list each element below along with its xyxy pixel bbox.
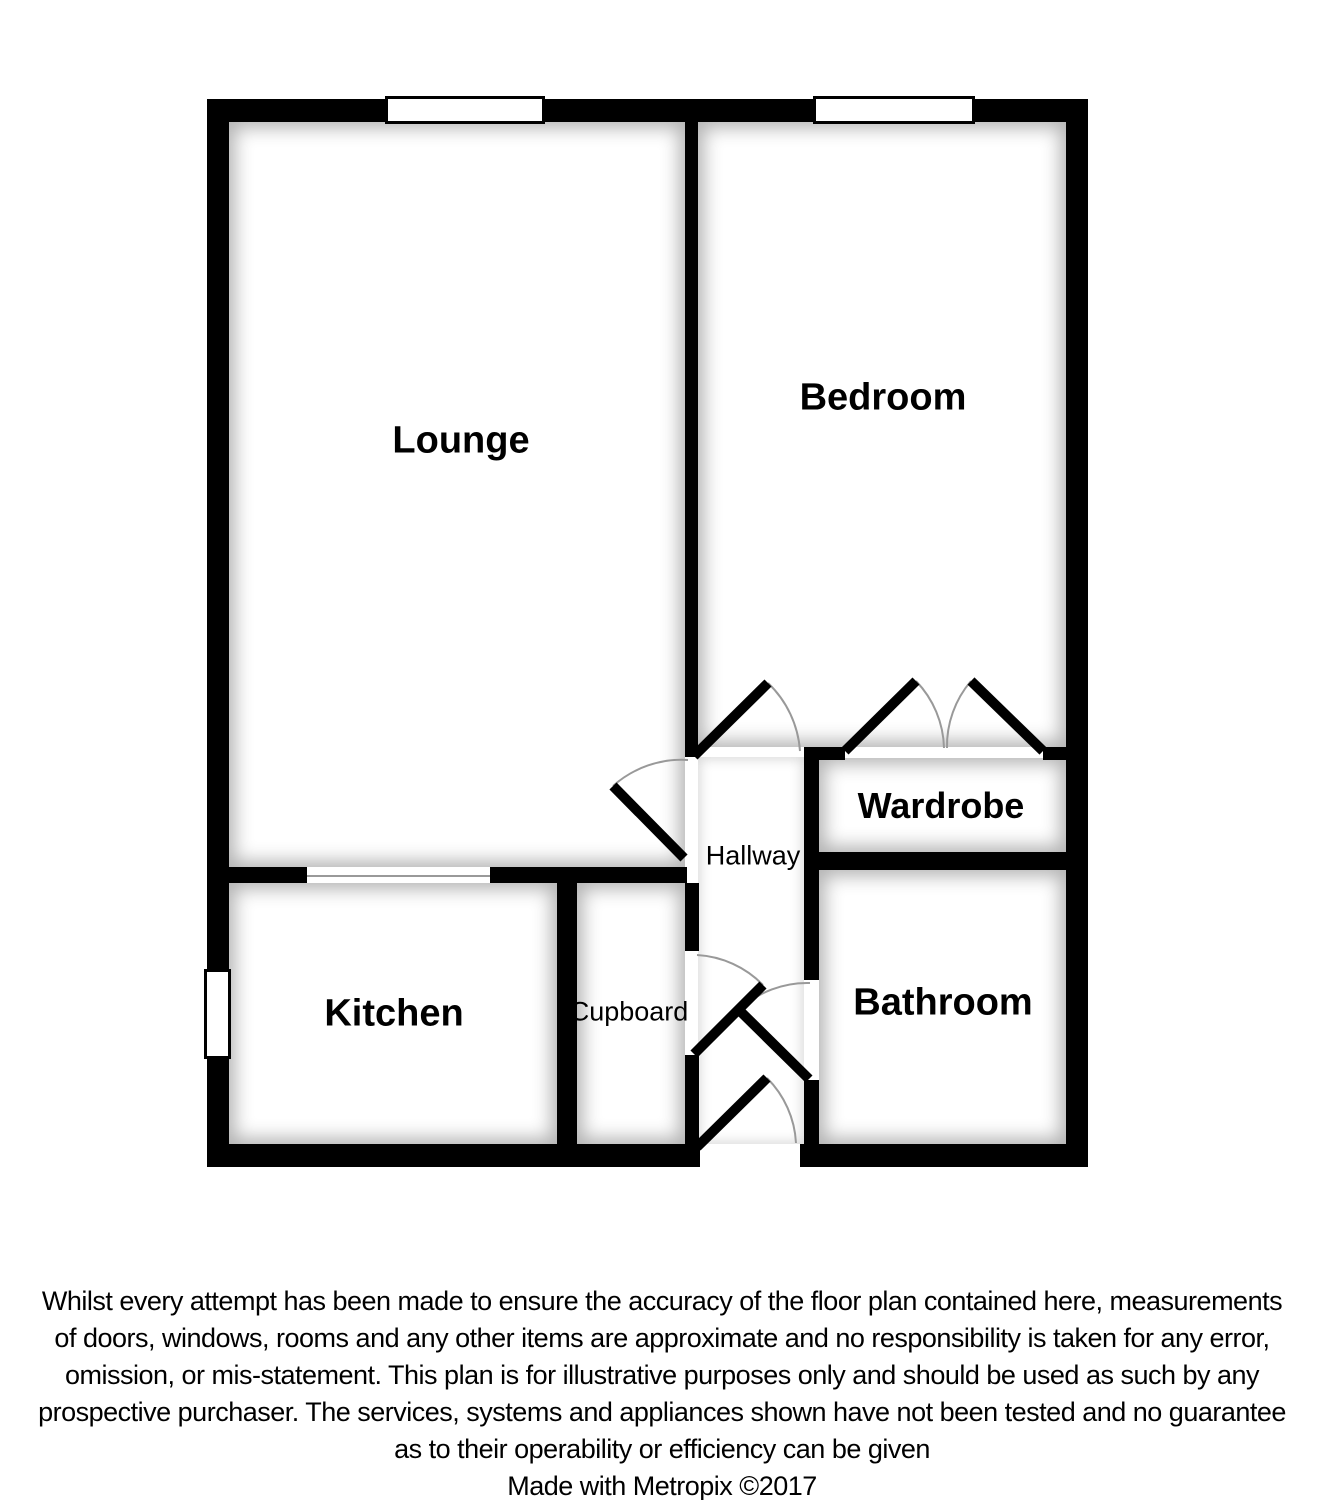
room-label-kitchen: Kitchen — [324, 992, 464, 1035]
disclaimer-line: omission, or mis-statement. This plan is for illustrative purposes only and should be used as such by any — [64, 1360, 1260, 1390]
disclaimer-line: of doors, windows, rooms and any other items are approximate and no responsibility is taken for any error, — [54, 1323, 1270, 1353]
wall-bedroom-bottom-right — [1043, 747, 1066, 760]
room-label-wardrobe: Wardrobe — [857, 785, 1025, 826]
wall-outer-right — [1066, 99, 1088, 1167]
disclaimer-line: prospective purchaser. The services, systems and appliances shown have not been tested and no guarantee — [38, 1397, 1286, 1427]
wall-wardrobe-bathroom — [804, 852, 1066, 870]
disclaimer-line: Whilst every attempt has been made to ensure the accuracy of the floor plan contained here, measurements — [41, 1286, 1283, 1316]
room-label-cupboard: Cupboard — [569, 996, 689, 1027]
room-label-bathroom: Bathroom — [853, 981, 1033, 1024]
wall-lounge-kitchen-left — [229, 867, 307, 883]
wall-lounge-kitchen-right — [490, 867, 687, 883]
wall-lounge-bedroom-divider — [685, 122, 698, 757]
room-label-lounge: Lounge — [392, 419, 530, 462]
wall-cupboard-right-lower — [685, 1055, 699, 1144]
wall-outer-bottom-left — [207, 1144, 700, 1167]
credit-line: Made with Metropix ©2017 — [507, 1471, 817, 1500]
room-label-hallway: Hallway — [705, 840, 801, 871]
wall-outer-bottom-right — [800, 1144, 1088, 1167]
disclaimer-line: as to their operability or efficiency can be given — [394, 1434, 930, 1464]
wall-bathroom-left-lower — [804, 1080, 819, 1144]
window-bedroom-top — [813, 96, 975, 124]
room-label-bedroom: Bedroom — [799, 376, 967, 419]
window-lounge-top — [385, 96, 545, 124]
wall-cupboard-right-upper — [685, 883, 699, 951]
disclaimer-text — [0, 1283, 1324, 1500]
room-area-hallway — [698, 757, 804, 1144]
room-area-lounge — [229, 122, 685, 867]
window-kitchen-left — [204, 969, 231, 1059]
room-area-bedroom — [698, 122, 1066, 747]
